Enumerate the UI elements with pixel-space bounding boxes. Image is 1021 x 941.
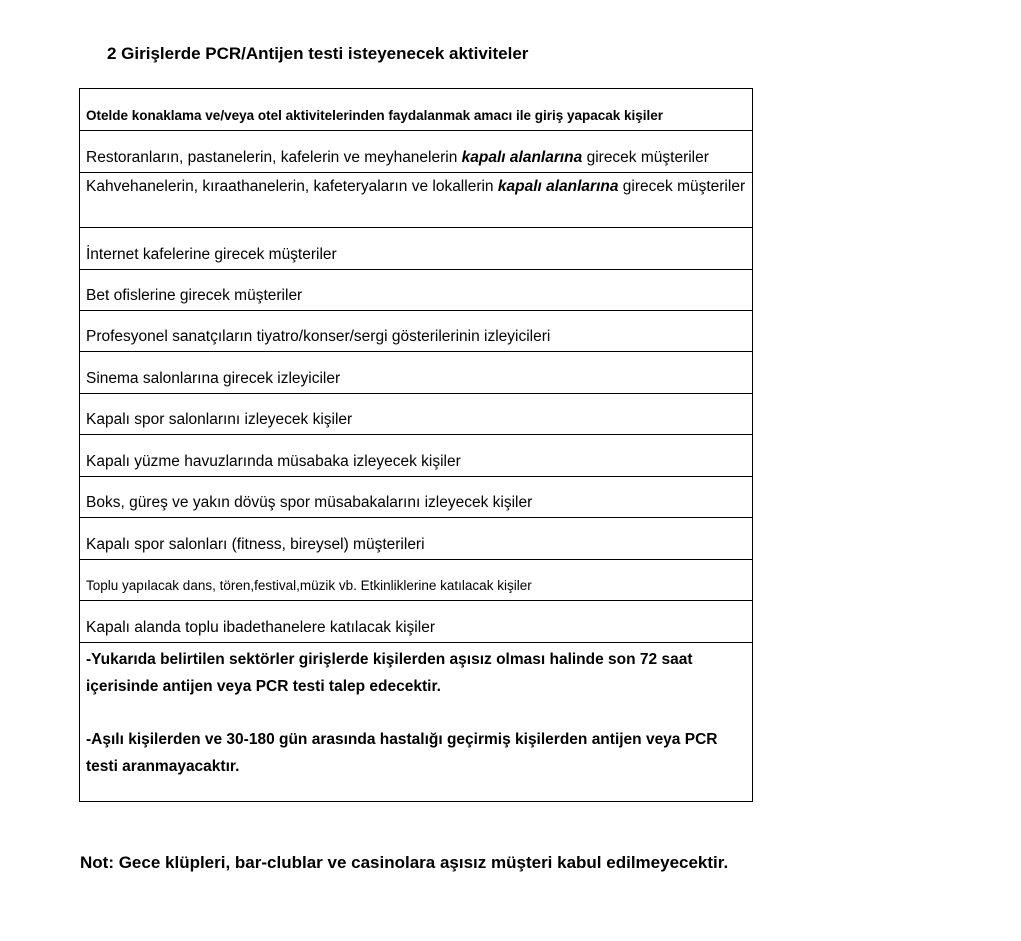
row-text: Boks, güreş ve yakın dövüş spor müsabakalarını izleyecek kişiler <box>86 494 533 511</box>
table-row-places-of-worship <box>80 601 752 643</box>
table-row-indoor-sports-spectators <box>80 394 752 435</box>
row-text: Kapalı spor salonları (fitness, bireysel) müşterileri <box>86 536 425 553</box>
note-vaccinated: -Aşılı kişilerden ve 30-180 gün arasında hastalığı geçirmiş kişilerden antijen veya PCR testi aranmayacaktır. <box>86 731 718 775</box>
row-text <box>86 178 745 195</box>
table-row-indoor-gyms <box>80 518 752 560</box>
row-text: Toplu yapılacak dans, tören,festival,müzik vb. Etkinliklerine katılacak kişiler <box>86 578 532 593</box>
row-text-after: girecek müşteriler <box>582 149 709 166</box>
table-row-hotel <box>80 89 752 131</box>
row-text-after: girecek müşteriler <box>618 178 746 195</box>
row-text: Profesyonel sanatçıların tiyatro/konser/sergi gösterilerinin izleyicileri <box>86 328 551 345</box>
note-unvaccinated: -Yukarıda belirtilen sektörler girişlerde kişilerden aşısız olması halinde son 72 saat içerisinde antijen veya PCR testi talep edecektir. <box>86 651 693 695</box>
row-text-before: Kahvehanelerin, kıraathanelerin, kafeteryaların ve lokallerin <box>86 178 498 195</box>
row-text: Kapalı yüzme havuzlarında müsabaka izleyecek kişiler <box>86 453 461 470</box>
table-row-coffeehouses <box>80 173 752 228</box>
table-row-indoor-pools <box>80 435 752 477</box>
table-row-cinemas <box>80 352 752 394</box>
table-row-professional-artists <box>80 311 752 352</box>
page-title: 2 Girişlerde PCR/Antijen testi isteyenecek aktiviteler <box>107 44 529 63</box>
table-row-bet-offices <box>80 270 752 311</box>
table-row-restaurants <box>80 131 752 173</box>
row-text-emphasis: kapalı alanlarına <box>497 178 619 195</box>
table-row-notes <box>80 643 752 801</box>
row-text: Kapalı alanda toplu ibadethanelere katılacak kişiler <box>86 619 435 636</box>
row-text-emphasis: kapalı alanlarına <box>461 149 583 166</box>
table-row-internet-cafes <box>80 228 752 270</box>
row-text: Otelde konaklama ve/veya otel aktivitelerinden faydalanmak amacı ile giriş yapacak kişiler <box>86 108 664 123</box>
table-row-group-events <box>80 560 752 601</box>
row-text <box>86 144 709 171</box>
footer-note: Not: Gece klüpleri, bar-clublar ve casinolara aşısız müşteri kabul edilmeyecektir. <box>80 853 729 872</box>
row-text: Bet ofislerine girecek müşteriler <box>86 287 303 304</box>
activity-table <box>79 88 753 802</box>
row-text-before: Restoranların, pastanelerin, kafelerin ve meyhanelerin <box>86 149 462 166</box>
table-row-combat-sports <box>80 477 752 518</box>
row-text: Sinema salonlarına girecek izleyiciler <box>86 370 341 387</box>
row-text: Kapalı spor salonlarını izleyecek kişiler <box>86 411 353 428</box>
row-text: İnternet kafelerine girecek müşteriler <box>86 246 337 263</box>
